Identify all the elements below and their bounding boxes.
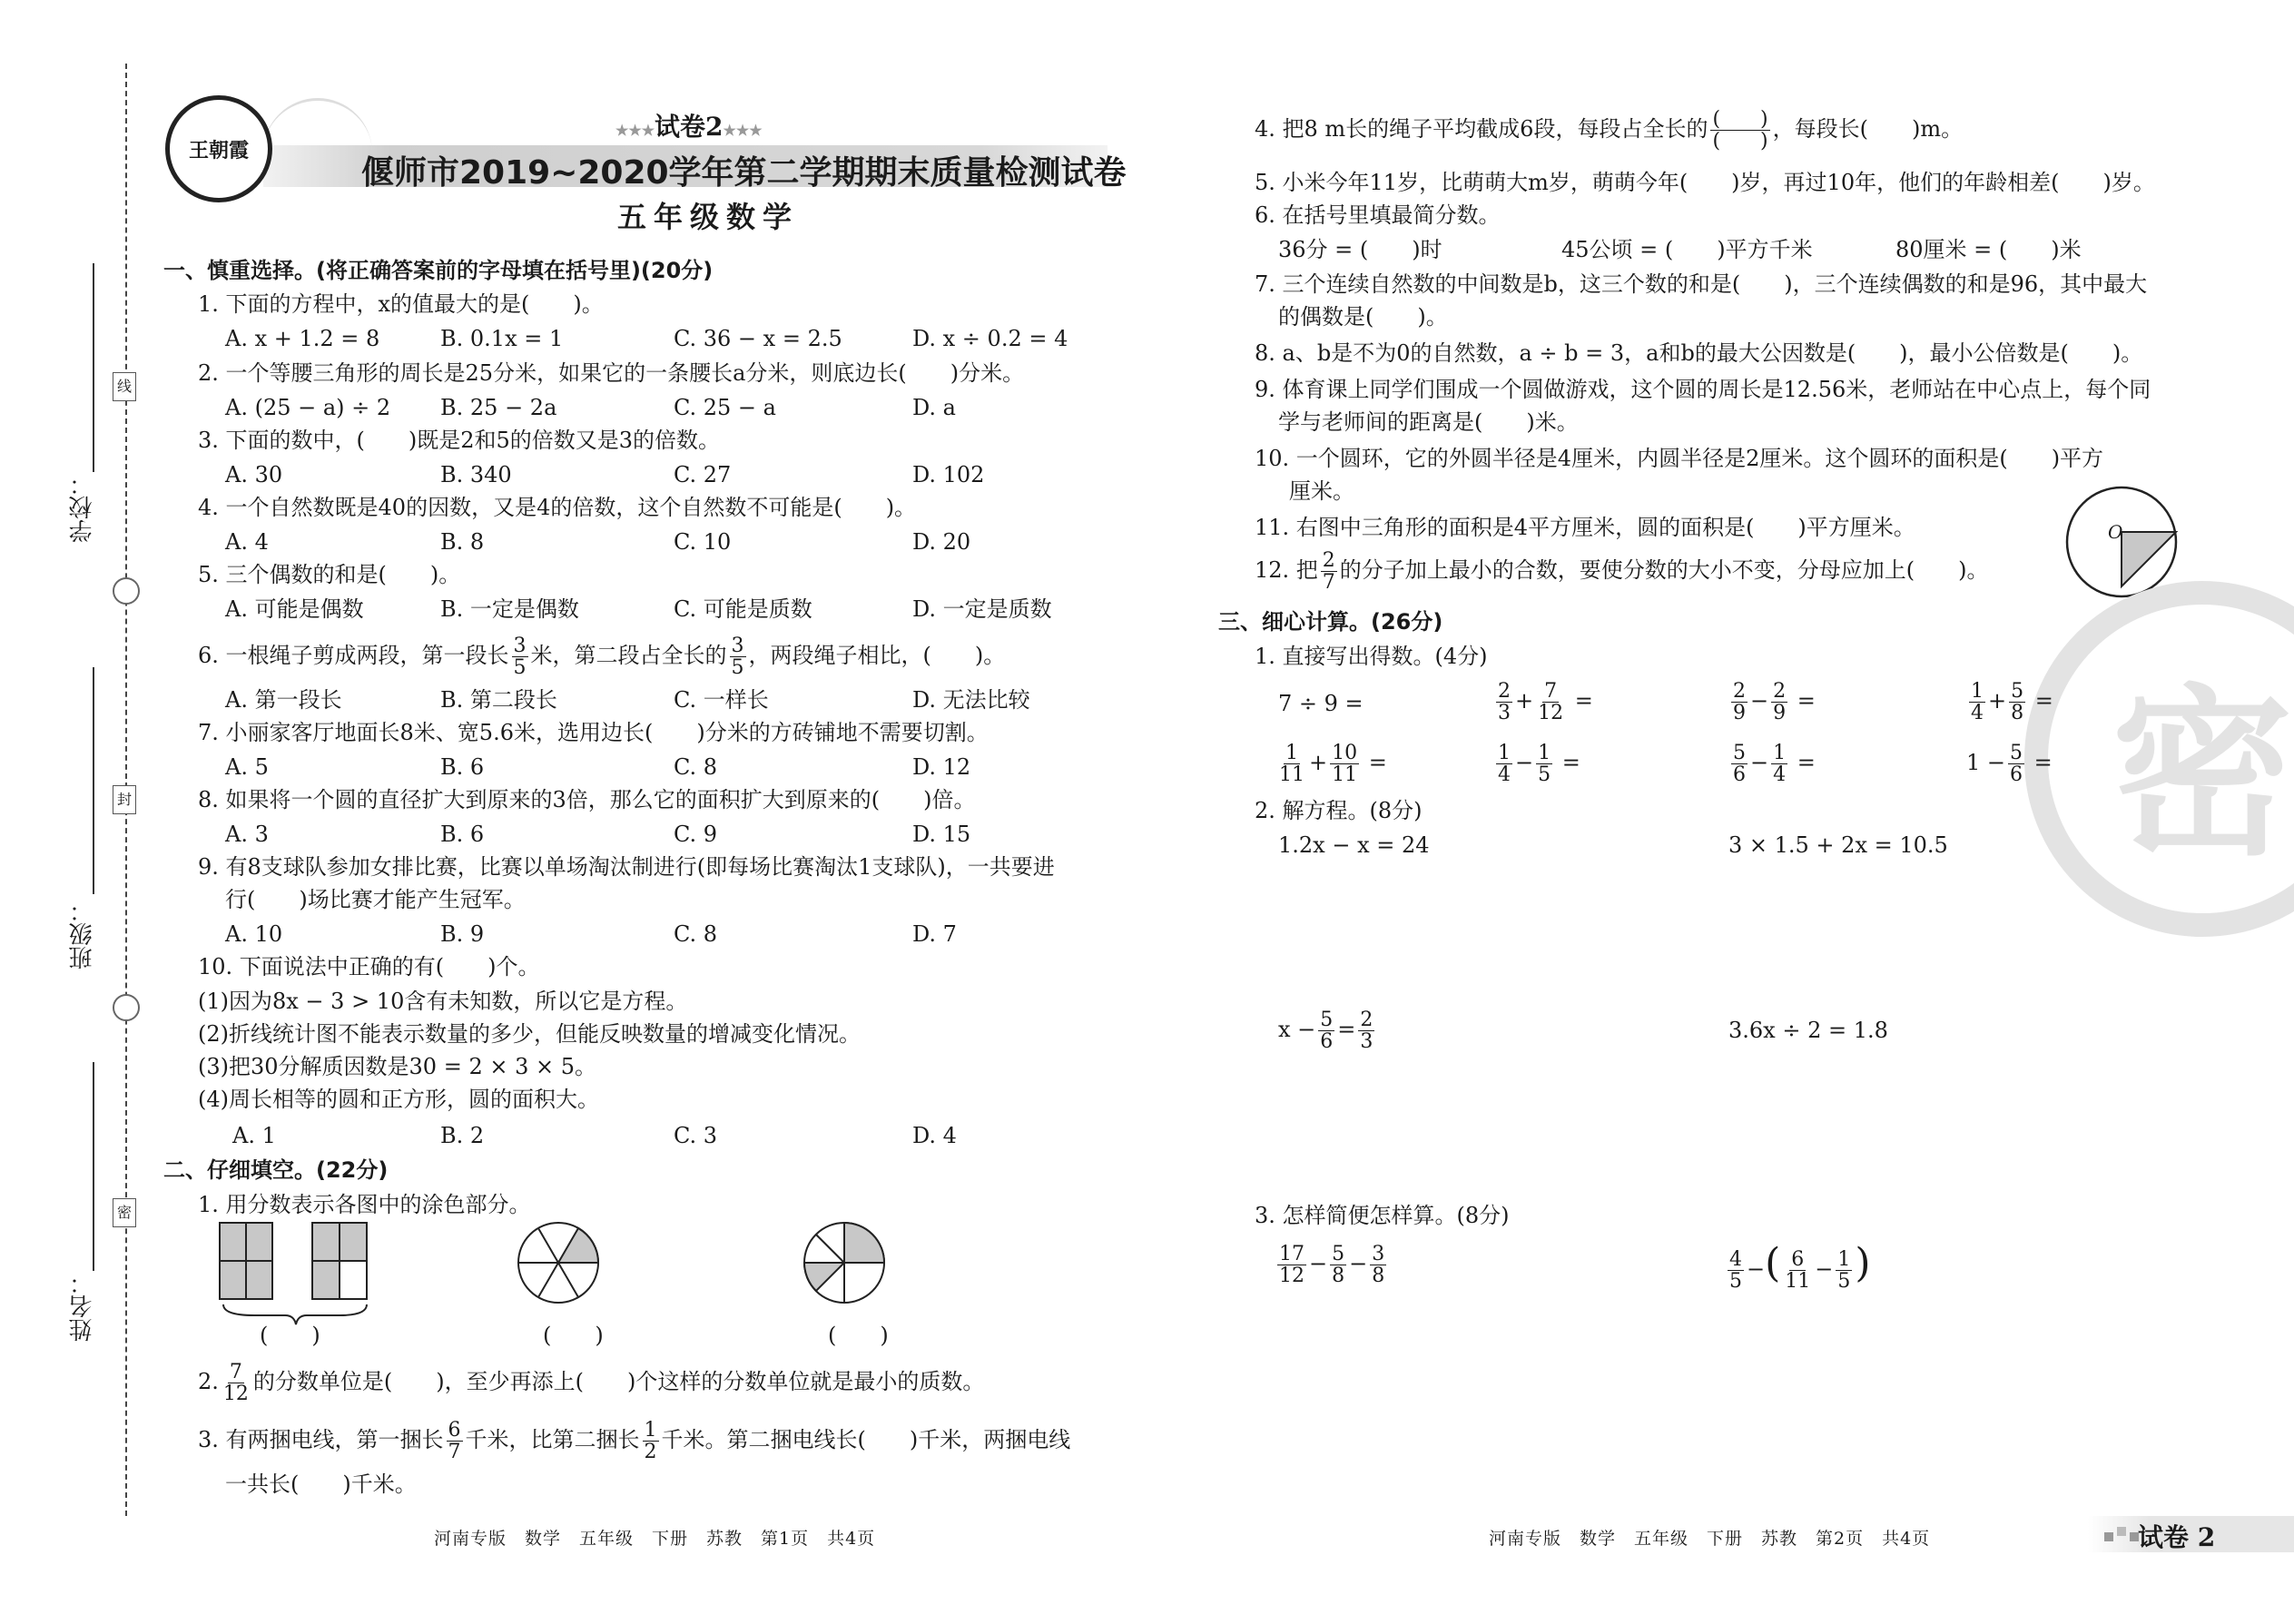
option-c: C. 8 [674,921,718,947]
star-icon: ★★★ [615,122,655,139]
option-a: A. x + 1.2 = 8 [225,326,380,351]
q6-item: 36分 = ( )时 [1278,237,1442,262]
fraction: $\frac{1}{2}$ [644,1418,657,1463]
fraction: $\frac{3}{5}$ [731,635,744,680]
question-stem: 4. 把8 m长的绳子平均截成6段，每段占全长的 $\frac{( )}{( )}$ ，每段长( )m。 [1255,107,1964,153]
brand-logo [165,95,272,202]
option-d: D. 12 [912,754,971,780]
sidebar-ornament-icon [113,994,140,1021]
question-stem: 6. 在括号里填最简分数。 [1255,202,1501,228]
option-a: A. 3 [225,822,269,847]
simplify-expression: $\frac{17}{12}$ − $\frac{5}{8}$ − $\frac{3}{8}$ [1279,1242,1385,1287]
option-d: D. 一定是质数 [912,596,1052,622]
option-b: B. 一定是偶数 [440,596,579,622]
option-a: A. (25 − a) ÷ 2 [225,395,391,420]
question-stem: 8. 如果将一个圆的直径扩大到原来的3倍，那么它的面积扩大到原来的( )倍。 [198,787,976,812]
q6-item: 45公顷 = ( )平方千米 [1561,237,1813,262]
page-footer-right: 河南专版 数学 五年级 下册 苏教 第2页 共4页 [1489,1529,1931,1549]
part-heading: 2. 解方程。(8分) [1255,798,1423,823]
q6-item: 80厘米 = ( )米 [1895,237,2082,262]
option-d: D. 20 [912,529,971,555]
class-line [93,667,94,894]
calc-item: $\frac{1}{4}$ + $\frac{5}{8}$ = [1971,679,2053,724]
option-d: D. 15 [912,822,971,847]
option-d: D. 102 [912,462,985,487]
question-stem: 9. 体育课上同学们围成一个圆做游戏，这个圆的周长是12.56米，老师站在中心点上，每个同 [1255,377,2151,402]
option-c: C. 3 [674,1123,718,1148]
statement: (4)周长相等的圆和正方形，圆的面积大。 [198,1087,599,1112]
question-stem: 10. 一个圆环，它的外圆半径是4厘米，内圆半径是2厘米。这个圆环的面积是( )平方 [1255,446,2104,471]
fraction: $\frac{6}{7}$ [448,1418,461,1463]
equation: x − $\frac{5}{6}$ = $\frac{2}{3}$ [1278,1008,1373,1053]
fraction: $\frac{2}{7}$ [1322,548,1335,594]
option-b: B. 8 [440,529,485,555]
option-c: C. 一样长 [674,687,769,713]
option-d: D. 4 [912,1123,957,1148]
option-c: C. 27 [674,462,732,487]
option-a: A. 1 [232,1123,276,1148]
part-heading: 1. 直接写出得数。(4分) [1255,644,1488,669]
simplify-expression: $\frac{4}{5}$ −( $\frac{6}{11}$ − $\frac{1}{5}$ ) [1729,1240,1871,1293]
question-stem: 1. 下面的方程中，x的值最大的是( )。 [198,291,604,317]
calc-item: $\frac{2}{9}$ − $\frac{2}{9}$ = [1733,679,1816,724]
calc-item: $\frac{1}{11}$ + $\frac{10}{11}$ = [1279,741,1387,786]
circle-center-label: O [2108,521,2123,543]
question-stem: 2. 一个等腰三角形的周长是25分米，如果它的一条腰长a分米，则底边长( )分米。 [198,360,1025,386]
star-icon: ★★★ [723,122,763,139]
option-a: A. 可能是偶数 [225,596,364,622]
calc-item: $\frac{5}{6}$ − $\frac{1}{4}$ = [1733,741,1816,786]
subject-title: 五年级数学 [617,200,800,234]
question-stem: 5. 三个偶数的和是( )。 [198,562,461,587]
statement: (2)折线统计图不能表示数量的多少，但能反映数量的增减变化情况。 [198,1021,861,1047]
section2-heading: 二、仔细填空。(22分) [163,1157,389,1183]
question-stem: 8. a、b是不为0的自然数，a ÷ b = 3，a和b的最大公因数是( )，最小公倍数是( )。 [1255,340,2143,366]
name-line [93,1062,94,1271]
answer-blank[interactable]: ( ) [260,1323,320,1348]
question-stem: 9. 有8支球队参加女排比赛，比赛以单场淘汰制进行(即每场比赛淘汰1支球队)，一共要进 [198,854,1055,880]
question-stem-cont: 厘米。 [1289,478,1354,504]
page-footer-left: 河南专版 数学 五年级 下册 苏教 第1页 共4页 [434,1529,876,1549]
answer-blank[interactable]: ( ) [543,1323,604,1348]
fraction: $\frac{7}{12}$ [222,1360,249,1405]
circle-figure-2 [804,1223,884,1303]
option-b: B. 6 [440,754,485,780]
question-stem: 10. 下面说法中正确的有( )个。 [198,954,540,979]
question-stem: 4. 一个自然数既是40的因数，又是4的倍数，这个自然数不可能是( )。 [198,495,917,520]
option-b: B. 0.1x = 1 [440,326,564,351]
calc-item: 7 ÷ 9 = [1278,691,1364,716]
question-stem: 7. 三个连续自然数的中间数是b，这三个数的和是( )，三个连续偶数的和是96，其中最大 [1255,271,2148,297]
option-b: B. 6 [440,822,485,847]
question-stem: 11. 右图中三角形的面积是4平方厘米，圆的面积是( )平方厘米。 [1255,515,1915,540]
question-stem: 12. 把 $\frac{2}{7}$ 的分子加上最小的合数，要使分数的大小不变，分母应加上( )。 [1255,548,1989,594]
option-d: D. x ÷ 0.2 = 4 [912,326,1068,351]
question-stem: 3. 有两捆电线，第一捆长 $\frac{6}{7}$ 千米，比第二捆长 $\frac{1}{2}$ 千米。第二捆电线长( )千米，两捆电线 [198,1418,1071,1463]
option-c: C. 25 − a [674,395,776,420]
fraction: $\frac{( )}{( )}$ [1712,107,1768,153]
rectangle-figure-1 [220,1223,272,1299]
question-stem: 3. 下面的数中，( )既是2和5的倍数又是3的倍数。 [198,428,721,453]
question-stem: 2. $\frac{7}{12}$ 的分数单位是( )，至少再添上( )个这样的分数单位就是最小的质数。 [198,1360,985,1405]
option-a: A. 10 [225,921,283,947]
statement: (1)因为8x − 3 > 10含有未知数，所以它是方程。 [198,989,688,1014]
option-c: C. 8 [674,754,718,780]
equation: 3 × 1.5 + 2x = 10.5 [1728,832,1948,858]
calc-item: $\frac{1}{4}$ − $\frac{1}{5}$ = [1498,741,1580,786]
option-c: C. 9 [674,822,718,847]
series-tag: ★★★试卷2★★★ [615,112,763,142]
question-stem: 1. 用分数表示各图中的涂色部分。 [198,1192,531,1217]
seal-char-seal: 封 [113,785,136,814]
option-b: B. 340 [440,462,512,487]
question-stem: 6. 一根绳子剪成两段，第一段长 $\frac{3}{5}$ 米，第二段占全长的 $\frac{3}{5}$ ，两段绳子相比，( )。 [198,635,1006,680]
footer-squares-icon [2104,1532,2113,1541]
class-label: 班级： [69,899,96,969]
option-a: A. 第一段长 [225,687,342,713]
option-b: B. 25 − 2a [440,395,557,420]
seal-char-secret: 密 [113,1198,136,1227]
section3-heading: 三、细心计算。(26分) [1218,609,1443,635]
exam-title: 偃师市2019~2020学年第二学期期末质量检测试卷 [361,154,1127,192]
statement: (3)把30分解质因数是30 = 2 × 3 × 5。 [198,1054,596,1079]
calc-item: 1 − $\frac{5}{6}$ = [1966,741,2053,786]
option-d: D. 无法比较 [912,687,1030,713]
option-b: B. 第二段长 [440,687,557,713]
section1-heading: 一、慎重选择。(将正确答案前的字母填在括号里)(20分) [163,258,714,283]
seal-char-line: 线 [113,372,136,401]
option-d: D. 7 [912,921,957,947]
watermark-seal [2024,581,2294,937]
footer-tag: 试卷 2 [2138,1522,2216,1552]
header-ribbon [263,98,372,155]
school-line [93,263,94,472]
name-label: 姓名： [69,1271,96,1342]
option-b: B. 2 [440,1123,485,1148]
option-c: C. 36 − x = 2.5 [674,326,842,351]
calc-item: $\frac{2}{3}$ + $\frac{7}{12}$ = [1498,679,1593,724]
school-label: 学校： [69,472,96,543]
option-a: A. 30 [225,462,283,487]
equation: 1.2x − x = 24 [1278,832,1430,858]
question-stem-cont: 学与老师间的距离是( )米。 [1278,409,1579,435]
question-stem: 7. 小丽家客厅地面长8米、宽5.6米，选用边长( )分米的方砖铺地不需要切割。 [198,720,989,745]
question-stem-cont: 的偶数是( )。 [1278,304,1448,330]
fraction: $\frac{3}{5}$ [513,635,527,680]
question-stem: 5. 小米今年11岁，比萌萌大m岁，萌萌今年( )岁，再过10年，他们的年龄相差( )岁。 [1255,170,2155,195]
part-heading: 3. 怎样简便怎样算。(8分) [1255,1203,1510,1228]
question-stem-cont: 一共长( )千米。 [225,1471,417,1497]
question-stem-cont: 行( )场比赛才能产生冠军。 [225,887,526,912]
option-c: C. 可能是质数 [674,596,812,622]
option-b: B. 9 [440,921,485,947]
rectangle-figure-2 [312,1223,367,1299]
circle-figure-1 [518,1223,598,1303]
option-d: D. a [912,395,956,420]
option-c: C. 10 [674,529,732,555]
sidebar-ornament-icon [113,577,140,605]
answer-blank[interactable]: ( ) [828,1323,889,1348]
brand-logo-text: 王朝霞 [188,138,249,162]
option-a: A. 5 [225,754,269,780]
equation: 3.6x ÷ 2 = 1.8 [1728,1018,1888,1043]
option-a: A. 4 [225,529,269,555]
watermark-char: 密 [2111,668,2293,881]
